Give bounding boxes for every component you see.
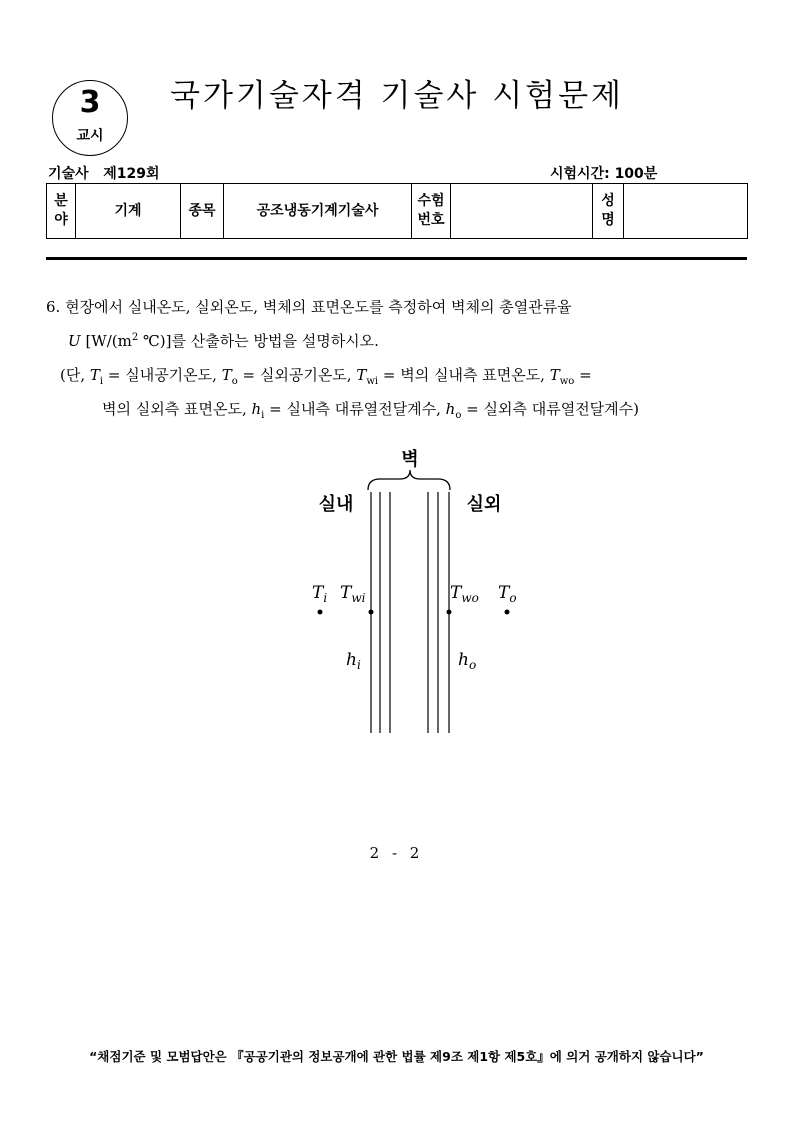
question-line-1: 6. 현장에서 실내온도, 실외온도, 벽체의 표면온도를 측정하여 벽체의 총열관류율 (46, 298, 572, 316)
hi-label: $h_i$ (346, 650, 361, 672)
ti-point (318, 610, 323, 615)
wall-brace (368, 470, 450, 490)
field-label: 분 야 (47, 184, 76, 239)
twi-label: $T_{wi}$ (340, 583, 366, 605)
two-label: $T_{wo}$ (450, 583, 479, 605)
page-number: 2 - 2 (369, 844, 424, 862)
footer-notice: “채점기준 및 모범답안은 『공공기관의 정보공개에 관한 법률 제9조 제1항 제5호』에 의거 공개하지 않습니다” (89, 1049, 704, 1064)
page-title: 국가기술자격 기술사 시험문제 (170, 78, 625, 114)
exam-number-label: 수험 번호 (412, 184, 451, 239)
ho-label: $h_o$ (458, 650, 477, 672)
field-value: 기계 (76, 184, 181, 239)
outdoor-label: 실외 (466, 494, 502, 515)
name-label: 성 명 (593, 184, 624, 239)
condition-line-2: 벽의 실외측 표면온도, $h_i$ = 실내측 대류열전달계수, $h_o$ = 실외측 대류열전달계수) (102, 400, 640, 421)
session-number: 3 (79, 85, 101, 120)
twi-point (369, 610, 374, 615)
category-label: 종목 (181, 184, 224, 239)
question-line-2: U [$W/(m^2$ ℃)]를 산출하는 방법을 설명하시오. (68, 332, 379, 350)
condition-line-1: (단, $T_i$ = 실내공기온도, $T_o$ = 실외공기온도, $T_{wi}$ = 벽의 실내측 표면온도, $T_{wo}$ = (60, 366, 592, 387)
wall-label: 벽 (401, 449, 419, 470)
time-limit: 시험시간: 100분 (550, 166, 658, 182)
indoor-label: 실내 (318, 494, 354, 515)
category-value: 공조냉동기계기술사 (224, 184, 412, 239)
to-point (505, 610, 510, 615)
to-label: $T_o$ (498, 583, 517, 605)
session-label: 교시 (76, 128, 104, 144)
two-point (447, 610, 452, 615)
exam-round: 기술사 제129회 (48, 166, 160, 182)
ti-label: $T_i$ (312, 583, 328, 605)
